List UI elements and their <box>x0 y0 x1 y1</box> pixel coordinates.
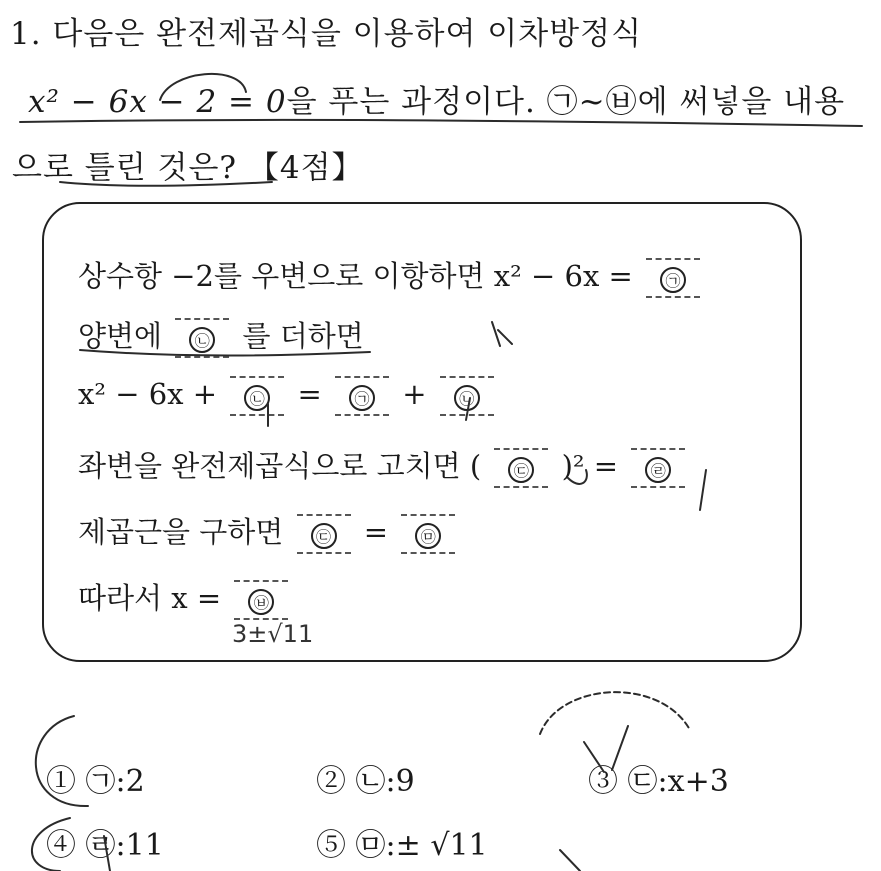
pen-circle-choice-3 <box>540 692 690 734</box>
handwritten-answer-note: 3±√11 <box>232 620 314 648</box>
step-1 <box>78 254 704 298</box>
step-5-pre: 제곱근을 구하면 <box>78 515 284 549</box>
step-4-post: )² = <box>561 449 619 483</box>
choice-1[interactable] <box>46 756 145 800</box>
label-a-2: ㉠ <box>349 385 375 411</box>
label-a: ㉠ <box>660 267 686 293</box>
blank-b-2 <box>230 376 284 416</box>
label-b-3: ㉡ <box>454 385 480 411</box>
step-6 <box>78 576 292 620</box>
step-5 <box>78 510 459 554</box>
blank-c <box>494 448 548 488</box>
question-line-3: 으로 틀린 것은? 【4점】 <box>12 150 364 186</box>
choice-5-label: ㉤:± √11 <box>355 828 488 863</box>
step-3-pre: x² − 6x + <box>78 377 218 411</box>
blank-e <box>401 514 455 554</box>
question-line-2-rest: 을 푸는 과정이다. ㉠~㉥에 써넣을 내용 <box>286 84 846 120</box>
choice-3-number: ③ <box>588 764 618 799</box>
choice-2-number: ② <box>316 764 346 799</box>
choice-3-label: ㉢:x+3 <box>627 764 729 799</box>
blank-d <box>631 448 685 488</box>
choice-5-number: ⑤ <box>316 828 346 863</box>
label-b: ㉡ <box>189 327 215 353</box>
label-b-2: ㉡ <box>244 385 270 411</box>
blank-a <box>646 258 700 298</box>
step-6-pre: 따라서 x = <box>78 581 222 615</box>
step-3-eq: = <box>297 377 322 411</box>
choice-1-label: ㉠:2 <box>85 764 145 799</box>
step-2 <box>78 314 364 358</box>
choice-4[interactable] <box>46 820 164 864</box>
label-d: ㉣ <box>645 457 671 483</box>
choice-1-number: ① <box>46 764 76 799</box>
pen-stroke-bottom <box>560 850 580 871</box>
step-4 <box>78 444 689 488</box>
choice-2-label: ㉡:9 <box>355 764 415 799</box>
choice-2[interactable] <box>316 756 415 800</box>
choice-3[interactable] <box>588 756 729 800</box>
step-4-pre: 좌변을 완전제곱식으로 고치면 ( <box>78 449 482 483</box>
blank-c-2 <box>297 514 351 554</box>
equation: x² − 6x − 2 = 0 <box>28 84 287 120</box>
blank-a-2 <box>335 376 389 416</box>
choice-4-label: ㉣:11 <box>85 828 164 863</box>
blank-f <box>234 580 288 620</box>
choice-4-number: ④ <box>46 828 76 863</box>
label-e: ㉤ <box>415 523 441 549</box>
label-c: ㉢ <box>508 457 534 483</box>
blank-b-3 <box>440 376 494 416</box>
label-f: ㉥ <box>248 589 274 615</box>
step-2-pre: 양변에 <box>78 319 163 353</box>
choice-5[interactable] <box>316 820 488 864</box>
question-line-1: 1. 다음은 완전제곱식을 이용하여 이차방정식 <box>10 16 643 52</box>
step-3 <box>78 376 498 416</box>
step-3-plus: + <box>402 377 427 411</box>
step-2-post: 를 더하면 <box>242 319 364 353</box>
step-5-eq: = <box>363 515 389 549</box>
blank-b <box>175 318 229 358</box>
question-line-2 <box>28 76 845 121</box>
step-1-text: 상수항 −2를 우변으로 이항하면 x² − 6x = <box>78 259 633 293</box>
label-c-2: ㉢ <box>311 523 337 549</box>
